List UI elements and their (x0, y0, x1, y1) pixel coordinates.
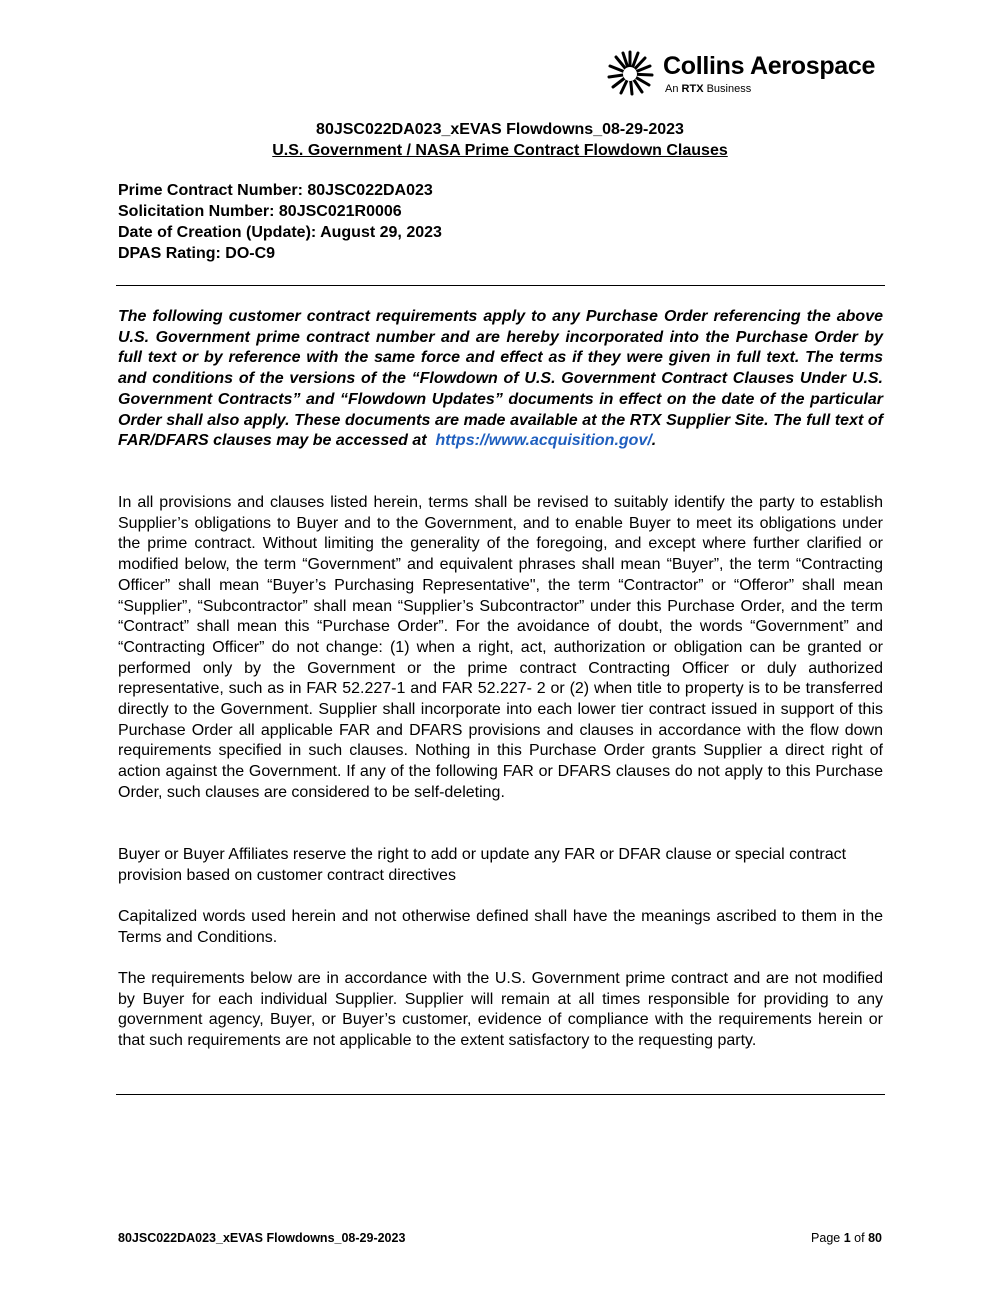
bottom-divider (116, 1094, 885, 1095)
logo-name: Collins Aerospace (663, 52, 876, 80)
top-divider (116, 285, 885, 286)
prime-contract-number: Prime Contract Number: 80JSC022DA023 (118, 182, 433, 199)
document-title-block (0, 119, 1000, 161)
logo-tagline: An RTX Business (665, 83, 752, 95)
sunburst-logo-icon (606, 48, 654, 96)
requirements-paragraph: The requirements below are in accordance with the U.S. Government prime contract and are not modified by Buyer for each individual Supplier. Supplier will remain at all times responsible for providing to any government agency, Buyer, or Buyer’s customer, evidence of compliance with the requirements herein or that such requirements are not applicable to the extent satisfactory to the requesting party. (118, 970, 883, 1050)
company-logo (606, 48, 896, 100)
dpas-rating: DPAS Rating: DO-C9 (118, 245, 276, 262)
intro-paragraph: The following customer contract requirements apply to any Purchase Order referencing the above U.S. Government prime contract number and are hereby incorporated into the Purchase Order by full text or by reference with the same force and effect as if they were given in full text. The terms and conditions of the versions of the “Flowdown of U.S. Government Contract Clauses Under U.S. Government Contracts” and “Flowdown Updates” documents in effect on the date of the particular Order shall also apply. These documents are made available at the RTX Supplier Site. The full text of FAR/DFARS clauses may be accessed at https://www.acquisition.gov/. (118, 308, 883, 450)
capitalized-words-paragraph: Capitalized words used herein and not otherwise defined shall have the meanings ascribed to them in the Terms and Conditions. (118, 908, 883, 946)
document-subtitle: U.S. Government / NASA Prime Contract Flowdown Clauses (272, 142, 728, 159)
affiliates-paragraph: Buyer or Buyer Affiliates reserve the right to add or update any FAR or DFAR clause or special contract provision based on customer contract directives (118, 846, 847, 884)
date-of-creation: Date of Creation (Update): August 29, 2023 (118, 224, 442, 241)
document-title: 80JSC022DA023_xEVAS Flowdowns_08-29-2023 (316, 121, 684, 138)
provisions-paragraph: In all provisions and clauses listed herein, terms shall be revised to suitably identify the party to establish Supplier’s obligations to Buyer and to the Government, and to enable Buyer to meet its obligations under the prime contract. Without limiting the generality of the foregoing, and except where further clarified or modified below, the term “Government” and equivalent phrases shall mean “Buyer”, the term “Contracting Officer” shall mean “Buyer’s Purchasing Representative", the term “Contractor” or “Offeror” shall mean “Supplier”, “Subcontractor” shall mean “Supplier’s Subcontractor” under this Purchase Order, and the term “Contract” shall mean this “Purchase Order”. For the avoidance of doubt, the words “Government” and “Contracting Officer” do not change: (1) when a right, act, authorization or obligation can be granted or performed only by the Government or the prime contract Contracting Officer or duly authorized representative, such as in FAR 52.227-1 and FAR 52.227- 2 or (2) when title to property is to be transferred directly to the Government. Supplier shall incorporate into each lower tier contract issued in support of this Purchase Order all applicable FAR and DFARS provisions and clauses in accordance with the flow down requirements specified in such clauses. Nothing in this Purchase Order grants Supplier a direct right of action against the Government. If any of the following FAR or DFARS clauses do not apply to this Purchase Order, such clauses are considered to be self-deleting. (118, 494, 883, 801)
solicitation-number: Solicitation Number: 80JSC021R0006 (118, 203, 402, 220)
footer-page-number: Page 1 of 80 (811, 1231, 882, 1245)
footer-doc-id: 80JSC022DA023_xEVAS Flowdowns_08-29-2023 (118, 1231, 406, 1245)
acquisition-link[interactable]: https://www.acquisition.gov/ (435, 432, 652, 450)
contract-meta (118, 180, 442, 264)
